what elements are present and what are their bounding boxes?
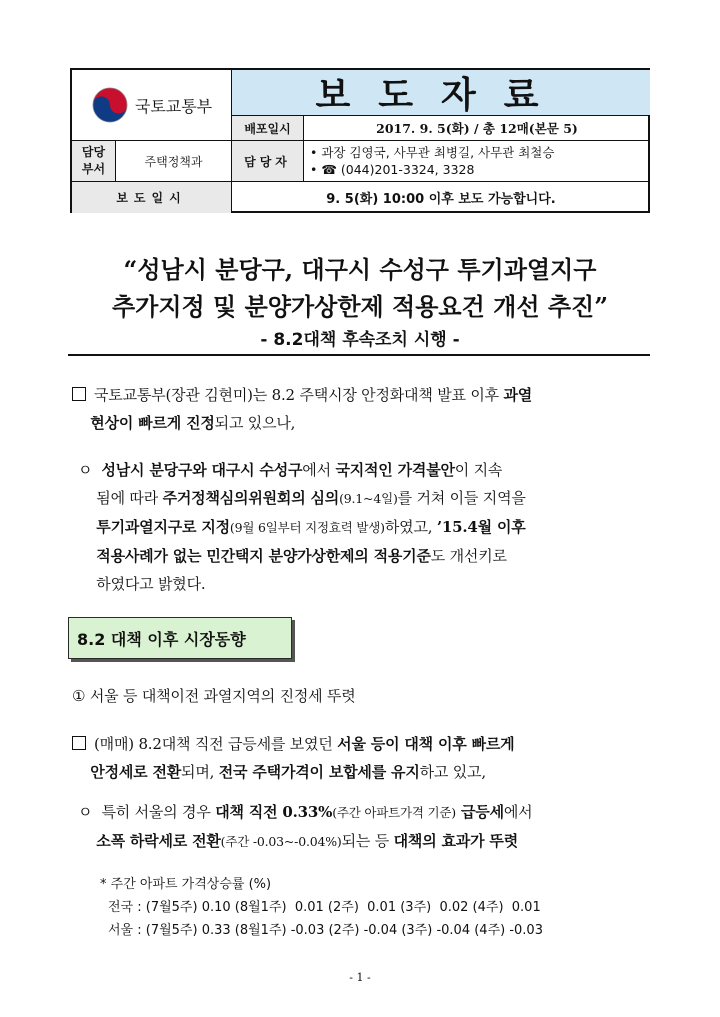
contact-phone: • ☎ (044)201-3324, 3328: [310, 162, 475, 177]
subsection-heading: ① 서울 등 대책이전 과열지역의 진정세 뚜렷: [72, 687, 356, 705]
ministry-logo-cell: [72, 70, 232, 141]
stats-row-seoul: 서울 : (7월5주) 0.33 (8월1주) -0.03 (2주) -0.04 (3주) -0.04 (4주) -0.03: [108, 923, 543, 938]
headline-subtitle: - 8.2대책 후속조치 시행 -: [260, 330, 460, 350]
page-number: - 1 -: [349, 971, 371, 984]
weekly-price-stats: [100, 873, 543, 942]
person-in-charge-label: 담당자: [232, 141, 304, 182]
embargo-value: 9. 5(화) 10:00 이후 보도 가능합니다.: [326, 192, 556, 207]
stats-row-national: 전국 : (7월5주) 0.10 (8월1주) 0.01 (2주) 0.01 (3주) 0.02 (4주) 0.01: [108, 900, 541, 915]
seoul-paragraph: ㅇ 특히 서울의 경우 대책 직전 0.33%(주간 아파트가격 기준) 급등세에서 소폭 하락세로 전환(주간 -0.03~-0.04%)되는 등 대책의 효과가 뚜렷: [78, 803, 533, 850]
department-label-line1: 담당: [81, 145, 106, 159]
stats-heading: * 주간 아파트 가격상승률 (%): [100, 877, 272, 892]
person-names: • 과장 김영국, 사무관 최병길, 사무관 최철승: [310, 145, 555, 160]
ministry-name: 국토교통부: [134, 96, 213, 116]
headline-line-1: “성남시 분당구, 대구시 수성구 투기과열지구: [123, 255, 597, 284]
circle-bullet-icon: ㅇ: [78, 461, 93, 479]
distribution-date-value: 2017. 9. 5(화) / 총 12매(본문 5): [304, 116, 650, 141]
department-label-line2: 부서: [81, 162, 106, 176]
department-value: 주택정책과: [116, 141, 232, 182]
summary-paragraph: 국토교통부(장관 김현미)는 8.2 주택시장 안정화대책 발표 이후 과열 현상이 빠르게 진정되고 있으나,: [72, 381, 657, 437]
checkbox-bullet-icon: [72, 387, 86, 401]
embargo-label: 보도일시: [72, 182, 232, 213]
distribution-date-label: 배포일시: [232, 116, 304, 141]
press-release-header-table: [70, 68, 650, 213]
circle-bullet-icon: ㅇ: [78, 803, 93, 821]
press-release-title: 보도자료: [232, 70, 650, 116]
headline-line-2: 추가지정 및 분양가상한제 적용요건 개선 추진”: [111, 292, 609, 321]
market-paragraph: (매매) 8.2대책 직전 급등세를 보였던 서울 등이 대책 이후 빠르게 안정세로 전환되며, 전국 주택가격이 보합세를 유지하고 있고,: [72, 730, 657, 786]
taegeuk-emblem-icon: [91, 86, 129, 124]
department-label: [72, 141, 116, 182]
detail-paragraph: ㅇ 성남시 분당구와 대구시 수성구에서 국지적인 가격불안이 지속 됨에 따라 주거정책심의위원회의 심의(9.1~4일)를 거쳐 이들 지역을 투기과열지구로 지정(9월 6일부터 지정효력 발생)하였고, ’15.4월 이후 적용사례가 없는 민간택지 분양가상한제의 적용기준도 개선키로 하였다고 밝혔다.: [78, 461, 526, 593]
section-heading-market-trend: 8.2 대책 이후 시장동향: [68, 617, 292, 659]
person-in-charge-value: [304, 141, 650, 182]
title-divider: [68, 354, 650, 356]
checkbox-bullet-icon: [72, 736, 86, 750]
